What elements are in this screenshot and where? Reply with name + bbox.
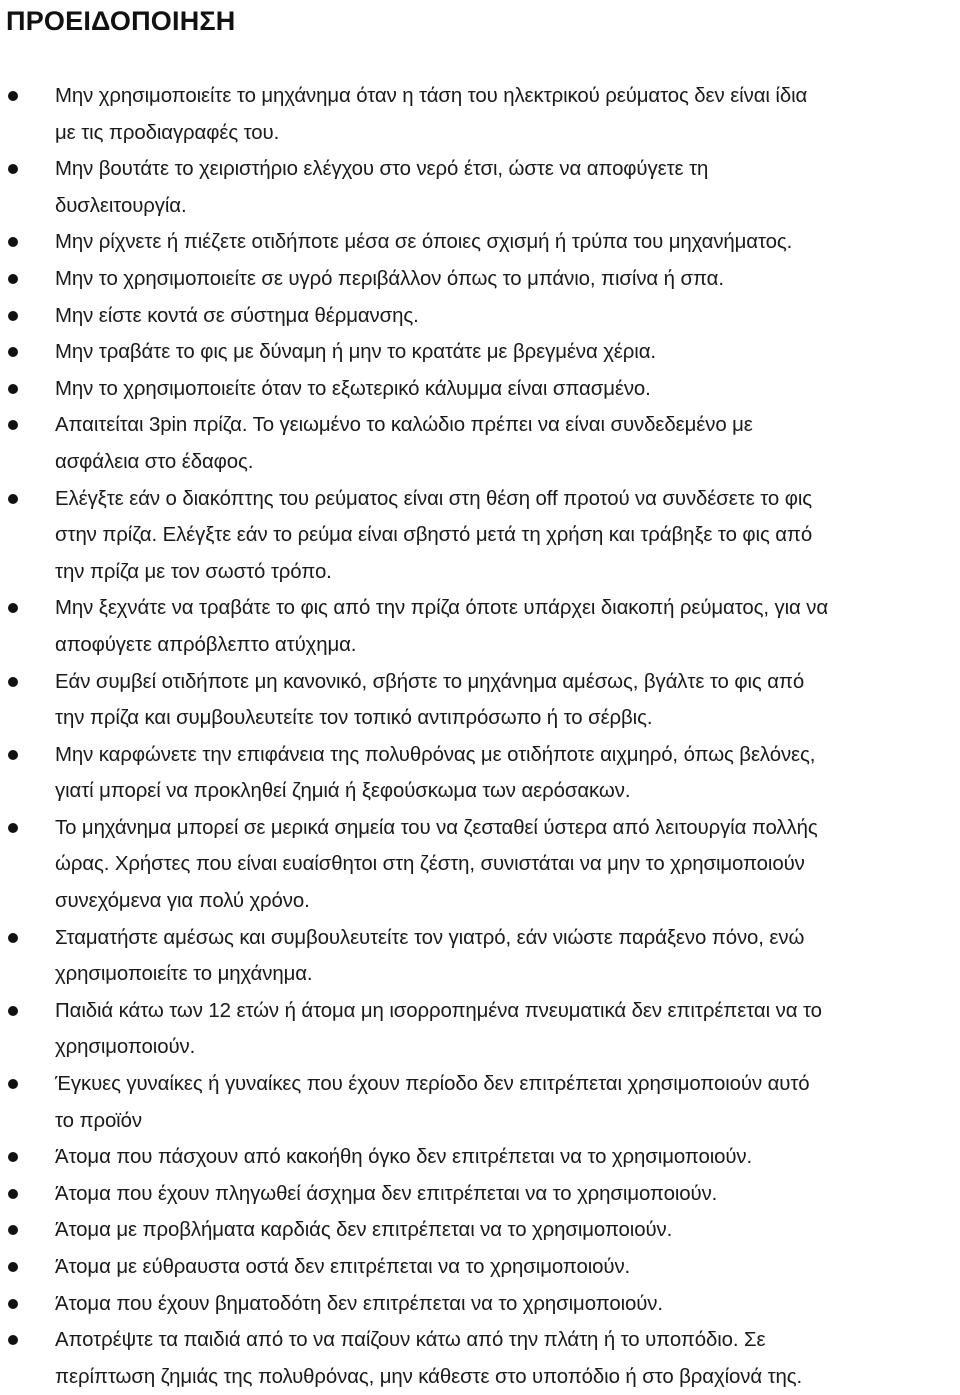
warning-item (0, 78, 960, 151)
warning-item (0, 407, 960, 480)
warning-text-line: Εάν συμβεί οτιδήποτε μη κανονικό, σβήστε το μηχάνημα αμέσως, βγάλτε το φις από (55, 670, 805, 693)
warning-text-line: Άτομα που πάσχουν από κακοήθη όγκο δεν επιτρέπεται να το χρησιμοποιούν. (55, 1146, 753, 1169)
warning-list (0, 78, 960, 1395)
bullet-icon (8, 274, 18, 284)
warning-item (0, 664, 960, 737)
warning-text-line: Μην καρφώνετε την επιφάνεια της πολυθρόνας με οτιδήποτε αιχμηρό, όπως βελόνες, (55, 743, 816, 766)
warning-item (0, 371, 960, 408)
warning-text-line: Μην το χρησιμοποιείτε όταν το εξωτερικό κάλυμμα είναι σπασμένο. (55, 377, 651, 400)
bullet-icon (8, 1262, 18, 1272)
warning-item (0, 261, 960, 298)
warning-text-line: γιατί μπορεί να προκληθεί ζημιά ή ξεφούσκωμα των αερόσακων. (55, 780, 631, 803)
bullet-icon (8, 1079, 18, 1089)
warning-text-line: στην πρίζα. Ελέγξτε εάν το ρεύμα είναι σβηστό μετά τη χρήση και τράβηξε το φις από (55, 524, 813, 547)
bullet-icon (8, 311, 18, 321)
warning-text-line: με τις προδιαγραφές του. (55, 121, 280, 144)
warning-item (0, 920, 960, 993)
bullet-icon (8, 1299, 18, 1309)
page-title: ΠΡΟΕΙΔΟΠΟΙΗΣΗ (6, 6, 236, 36)
warning-text-line: Άτομα με εύθραυστα οστά δεν επιτρέπεται να το χρησιμοποιούν. (55, 1256, 631, 1278)
bullet-icon (8, 603, 18, 613)
warning-item (0, 590, 960, 663)
bullet-icon (8, 933, 18, 943)
warning-item (0, 1286, 960, 1323)
warning-text-line: Ελέγξτε εάν ο διακόπτης του ρεύματος είναι στη θέση off προτού να συνδέσετε το φις (55, 487, 813, 510)
warning-text-line: χρησιμοποιούν. (55, 1036, 196, 1059)
warning-text-line: Το μηχάνημα μπορεί σε μερικά σημεία του να ζεσταθεί ύστερα από λειτουργία πολλής (55, 816, 818, 839)
bullet-icon (8, 384, 18, 394)
warning-item (0, 334, 960, 371)
bullet-icon (8, 494, 18, 504)
warning-text-line: Έγκυες γυναίκες ή γυναίκες που έχουν περίοδο δεν επιτρέπεται χρησιμοποιούν αυτό (55, 1073, 810, 1096)
warning-text-line: Σταματήστε αμέσως και συμβουλευτείτε τον γιατρό, εάν νιώστε παράξενο πόνο, ενώ (55, 926, 805, 949)
warning-item (0, 737, 960, 810)
warning-text-line: Μην είστε κοντά σε σύστημα θέρμανσης. (55, 304, 419, 327)
bullet-icon (8, 347, 18, 357)
warning-text-line: δυσλειτουργία. (55, 194, 187, 217)
warning-text-line: Άτομα με προβλήματα καρδιάς δεν επιτρέπεται να το χρησιμοποιούν. (55, 1219, 673, 1242)
warning-text-line: Μην βουτάτε το χειριστήριο ελέγχου στο νερό έτσι, ώστε να αποφύγετε τη (55, 158, 709, 181)
warning-item (0, 224, 960, 261)
bullet-icon (8, 1225, 18, 1235)
warning-text-line: Άτομα που έχουν πληγωθεί άσχημα δεν επιτρέπεται να το χρησιμοποιούν. (55, 1182, 718, 1205)
bullet-icon (8, 1006, 18, 1016)
warning-item (0, 1176, 960, 1213)
bullet-icon (8, 164, 18, 174)
warning-text-line: Μην ρίχνετε ή πιέζετε οτιδήποτε μέσα σε όποιες σχισμή ή τρύπα του μηχανήματος. (55, 231, 793, 254)
warning-item (0, 481, 960, 591)
bullet-icon (8, 420, 18, 430)
warning-text-line: Μην ξεχνάτε να τραβάτε το φις από την πρίζα όποτε υπάρχει διακοπή ρεύματος, για να (55, 597, 829, 620)
warning-text-line: αποφύγετε απρόβλεπτο ατύχημα. (55, 633, 357, 656)
warning-text-line: ασφάλεια στο έδαφος. (55, 450, 254, 473)
bullet-icon (8, 1335, 18, 1345)
warning-text-line: Παιδιά κάτω των 12 ετών ή άτομα μη ισορροπημένα πνευματικά δεν επιτρέπεται να το (55, 999, 822, 1022)
warning-item (0, 1139, 960, 1176)
bullet-icon (8, 237, 18, 247)
warning-text-line: την πρίζα και συμβουλευτείτε τον τοπικό αντιπρόσωπο ή το σέρβις. (55, 707, 653, 730)
warning-text-line: Αποτρέψτε τα παιδιά από το να παίζουν κάτω από την πλάτη ή το υποπόδιο. Σε (55, 1329, 766, 1352)
warning-text-line: Μην τραβάτε το φις με δύναμη ή μην το κρατάτε με βρεγμένα χέρια. (55, 341, 656, 364)
bullet-icon (8, 677, 18, 687)
warning-item (0, 1066, 960, 1139)
warning-text-line: συνεχόμενα για πολύ χρόνο. (55, 890, 310, 913)
warning-item (0, 151, 960, 224)
bullet-icon (8, 91, 18, 101)
bullet-icon (8, 1189, 18, 1199)
warning-text-line: Μην χρησιμοποιείτε το μηχάνημα όταν η τάση του ηλεκτρικού ρεύματος δεν είναι ίδια (55, 85, 808, 107)
warning-text-line: περίπτωση ζημιάς της πολυθρόνας, μην κάθεστε στο υποπόδιο ή στο βραχίονά της. (55, 1365, 803, 1388)
warning-text-line: Μην το χρησιμοποιείτε σε υγρό περιβάλλον όπως το μπάνιο, πισίνα ή σπα. (55, 267, 724, 290)
warning-text-line: χρησιμοποιείτε το μηχάνημα. (55, 963, 313, 986)
warning-text-line: ώρας. Χρήστες που είναι ευαίσθητοι στη ζέστη, συνιστάται να μην το χρησιμοποιούν (55, 853, 805, 876)
bullet-icon (8, 823, 18, 833)
warning-item (0, 1249, 960, 1286)
warning-item (0, 810, 960, 920)
warning-text-line: την πρίζα με τον σωστό τρόπο. (55, 560, 332, 583)
bullet-icon (8, 1152, 18, 1162)
warning-item (0, 993, 960, 1066)
bullet-icon (8, 750, 18, 760)
warning-item (0, 1322, 960, 1395)
warning-item (0, 298, 960, 335)
warning-item (0, 1212, 960, 1249)
warning-text-line: το προϊόν (55, 1109, 142, 1132)
warning-text-line: Άτομα που έχουν βηματοδότη δεν επιτρέπεται να το χρησιμοποιούν. (55, 1292, 663, 1315)
warning-text-line: Απαιτείται 3pin πρίζα. Το γειωμένο το καλώδιο πρέπει να είναι συνδεδεμένο με (55, 414, 753, 437)
